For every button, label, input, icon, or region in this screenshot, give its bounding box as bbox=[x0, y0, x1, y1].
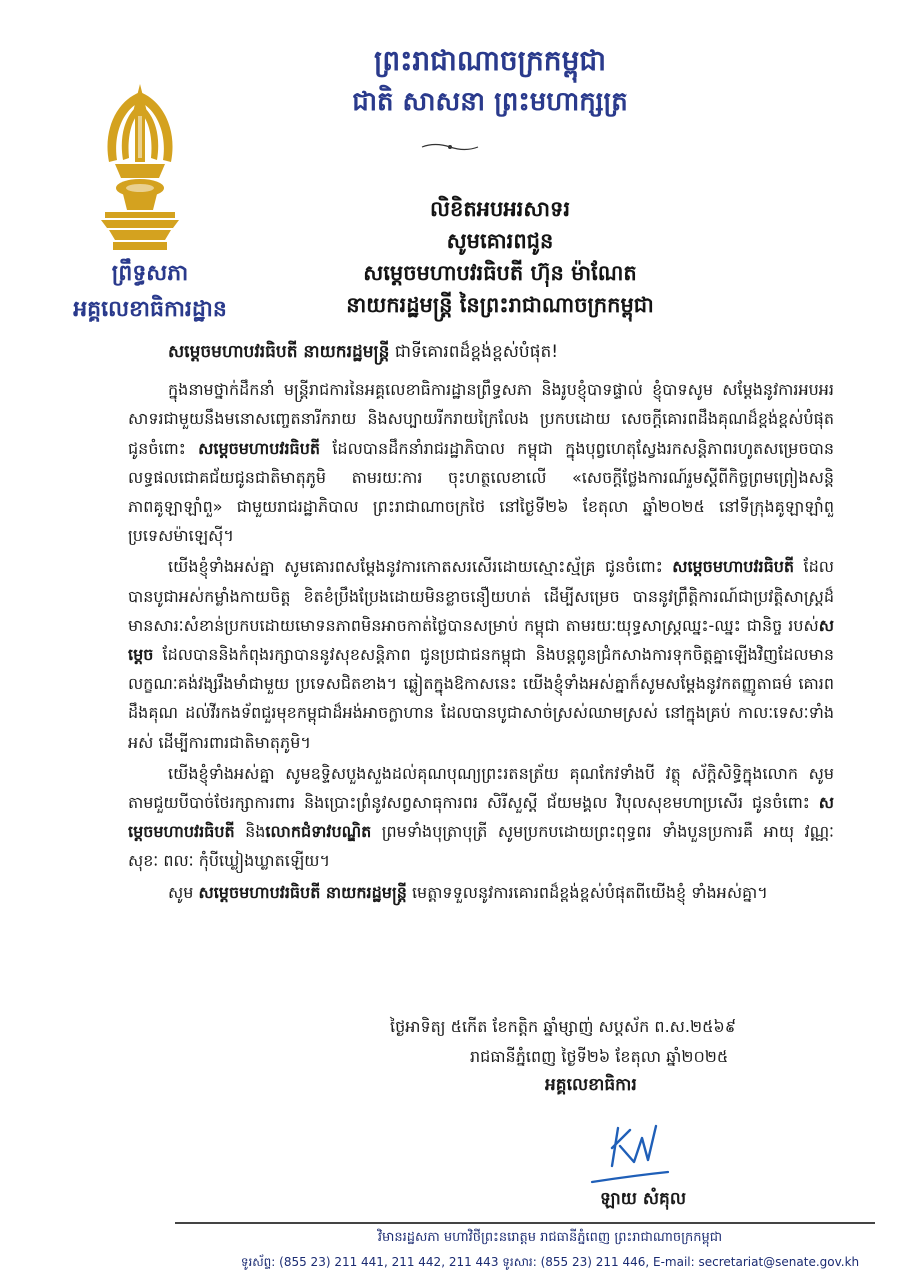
lunar-date: ថ្ងៃអាទិត្យ ៥កើត ខែកត្តិក ឆ្នាំម្សាញ់ សប្តស័ក ព.ស.២៥៦៩ bbox=[390, 1017, 737, 1036]
p1-text-a: ក្នុងនាមថ្នាក់ដឹកនាំ មន្ត្រីរាជការនៃអគ្គលេខាធិការដ្ឋានព្រឹទ្ធសភា និងរូបខ្ញុំបាទផ្ទាល់ ខ្ញុំបាទសូម សម្តែងនូវការអបអរសាទរជាមួយនឹងមនោសញ្ចេតនារីករាយ និងសប្បាយរីករាយក្រៃលែង ប្រកបដោយ សេចក្តីគោរពដឹងគុណដ៏ខ្ពង់ខ្ពស់បំផុត ជូនចំពោះ bbox=[128, 380, 834, 458]
salutation bbox=[168, 338, 834, 367]
national-motto: ជាតិ សាសនា ព្រះមហាក្សត្រ bbox=[352, 87, 628, 117]
paragraph-2 bbox=[128, 552, 834, 756]
footer-address: វិមានរដ្ឋសភា មហាវិថីព្រះនរោត្តម រាជធានីភ្នំពេញ ព្រះរាជាណាចក្រកម្ពុជា bbox=[377, 1230, 723, 1245]
signature-icon bbox=[590, 1118, 670, 1188]
ornament-divider-icon bbox=[420, 140, 480, 154]
letter-title bbox=[280, 193, 720, 321]
senate-emblem-icon bbox=[95, 82, 185, 252]
footer-divider bbox=[175, 1222, 875, 1224]
p3-bold-d: លោកជំទាវបណ្ឌិត bbox=[265, 822, 372, 842]
signer-name: ឡាយ សំគុល bbox=[600, 1189, 687, 1209]
senate-name: ព្រឹទ្ធសភា bbox=[111, 260, 189, 286]
paragraph-4 bbox=[128, 878, 834, 907]
title-line-1: លិខិតអបអរសាទរ bbox=[430, 196, 570, 221]
kingdom-heading bbox=[300, 42, 680, 120]
date-block bbox=[380, 1012, 840, 1072]
p3-bold-b: សម្តេចមហាបវរធិបតី bbox=[128, 793, 834, 842]
general-secretariat-name: អគ្គលេខាធិការដ្ឋាន bbox=[73, 296, 227, 322]
title-line-2: សូមគោរពជូន bbox=[446, 228, 554, 253]
footer-contact: ទូរស័ព្ទ: (855 23) 211 441, 211 442, 211 443 ទូរសារ: (855 23) 211 446, E-mail: secretariat@senate.gov.kh bbox=[240, 1255, 860, 1269]
p4-text-c: មេត្តាទទួលនូវការគោរពដ៏ខ្ពង់ខ្ពស់បំផុតពីយើងខ្ញុំ ទាំងអស់គ្នា។ bbox=[406, 882, 768, 902]
organization-name bbox=[50, 258, 250, 326]
footer bbox=[210, 1226, 890, 1274]
p2-text-e: ដែលបាននិងកំពុងរក្សាបាននូវសុខសន្តិភាព ជូនប្រជាជនកម្ពុជា និងបន្តពូនជ្រំកសាងការទុកចិត្តគ្នាឡើងវិញដែលមានលក្ខណៈគង់វង្សរឹងមាំជាមួយ ប្រទេសជិតខាង។ ឆ្លៀតក្នុងឱកាសនេះ យើងខ្ញុំទាំងអស់គ្នាក៏សូមសម្តែងនូវកតញ្ញូតាធម៌ គោរពដឹងគុណ ដល់វីរកងទ័ពជួរមុខកម្ពុជាដ៏អង់អាចក្លាហាន ដែលបានបូជាសាច់ស្រស់ឈាមស្រស់ នៅក្នុងគ្រប់ កាលៈទេសៈទាំងអស់ ដើម្បីការពារជាតិមាតុភូមិ។ bbox=[128, 645, 834, 752]
p2-bold-d: សម្តេច bbox=[128, 615, 834, 665]
salutation-rest: ជាទីគោរពដ៏ខ្ពង់ខ្ពស់បំផុត! bbox=[389, 342, 559, 362]
p3-text-a: យើងខ្ញុំទាំងអស់គ្នា សូមឧទ្ទិសបួងសួងដល់គុណបុណ្យព្រះរតនត្រ័យ គុណកែវទាំងបី វត្ថុ ស័ក្តិសិទ្ធិក្នុងលោក សូមតាមជួយបីបាច់ថែរក្សាការពារ និងប្រោះព្រំនូវសព្វសាធុការពរ សិរីសួស្តី ជ័យមង្គល វិបុលសុខមហាប្រសើរ ជូនចំពោះ bbox=[128, 763, 834, 813]
signer-title: អគ្គលេខាធិការ bbox=[545, 1075, 637, 1095]
p4-bold: សម្តេចមហាបវរធិបតី នាយករដ្ឋមន្ត្រី bbox=[198, 882, 407, 902]
p3-text-e: ព្រមទាំងបុត្រាបុត្រី សូមប្រកបដោយព្រះពុទ្ធពរ ទាំងបួនប្រការគឺ អាយុ វណ្ណៈ សុខៈ ពលៈ កុំបីឃ្លៀងឃ្លាតឡើយ។ bbox=[128, 822, 835, 871]
p3-text-c: និង bbox=[234, 822, 266, 842]
p4-text-a: សូម bbox=[168, 882, 199, 902]
kingdom-name: ព្រះរាជាណាចក្រកម្ពុជា bbox=[373, 44, 606, 77]
p2-text-c: ដែលបានបូជាអស់កម្លាំងកាយចិត្ត ខិតខំប្រឹងប្រែងដោយមិនខ្លាចនឿយហត់ ដើម្បីសម្រេច បាននូវព្រឹត្តិការណ៍ជាប្រវត្តិសាស្ត្រដ៏មានសារៈសំខាន់ប្រកបដោយមោទនភាពមិនអាចកាត់ថ្លៃបានសម្រាប់ កម្ពុជា តាមរយៈយុទ្ធសាស្ត្រឈ្នះ-ឈ្នះ ជានិច្ច របស់ bbox=[128, 557, 834, 635]
title-line-3: សម្តេចមហាបវរធិបតី ហ៊ុន ម៉ាណែត bbox=[363, 260, 637, 285]
title-line-4: នាយករដ្ឋមន្ត្រី នៃព្រះរាជាណាចក្រកម្ពុជា bbox=[346, 292, 654, 317]
p1-text-c: ដែលបានដឹកនាំរាជរដ្ឋាភិបាល កម្ពុជា ក្នុងបុព្វហេតុស្វែងរកសន្តិភាពរហូតសម្រេចបានលទ្ធផលជោគជ័យជូនជាតិមាតុភូមិ តាមរយៈការ ចុះហត្ថលេខាលើ «សេចក្តីថ្លែងការណ៍រួមស្តីពីកិច្ចព្រមព្រៀងសន្តិភាពគូឡាឡាំពួ» ជាមួយរាជរដ្ឋាភិបាល ព្រះរាជាណាចក្រថៃ នៅថ្ងៃទី២៦ ខែតុលា ឆ្នាំ២០២៥ នៅទីក្រុងគូឡាឡាំពួ ប្រទេសម៉ាឡេស៊ី។ bbox=[128, 438, 834, 546]
letter-body bbox=[128, 338, 834, 909]
place-date: រាជធានីភ្នំពេញ ថ្ងៃទី២៦ ខែតុលា ឆ្នាំ២០២៥ bbox=[470, 1047, 729, 1066]
paragraph-3 bbox=[128, 759, 834, 876]
p1-bold: សម្តេចមហាបវរធិបតី bbox=[198, 438, 321, 458]
p2-text-a: យើងខ្ញុំទាំងអស់គ្នា សូមគោរពសម្តែងនូវការកោតសរសើរដោយស្មោះស្ម័គ្រ ជូនចំពោះ bbox=[168, 557, 673, 577]
salutation-bold: សម្តេចមហាបវរធិបតី នាយករដ្ឋមន្ត្រី bbox=[168, 342, 390, 362]
paragraph-1 bbox=[128, 375, 834, 550]
p2-bold-b: សម្តេចមហាបវរធិបតី bbox=[672, 557, 795, 577]
